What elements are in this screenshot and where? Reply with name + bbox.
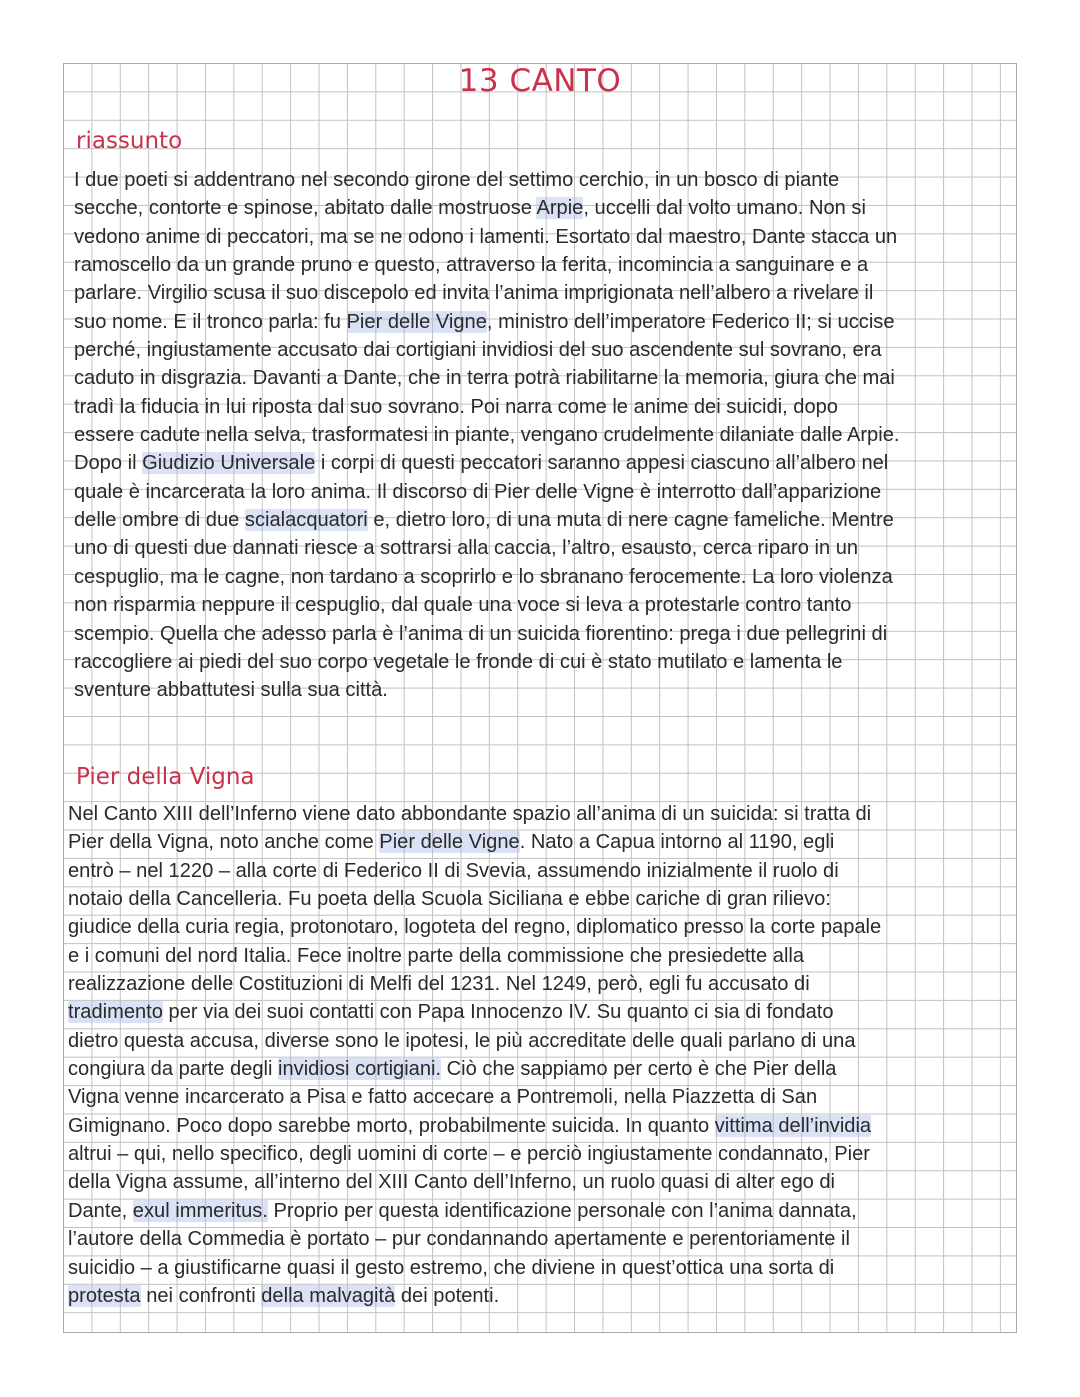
text-segment: Proprio per questa identificazione personale con l’anima dannata,	[267, 1199, 857, 1222]
text-line	[68, 1083, 1016, 1111]
text-line	[68, 1282, 1016, 1310]
text-segment: della Vigna assume, all’interno del XIII Canto dell’Inferno, un ruolo quasi di alter ego di	[68, 1171, 836, 1194]
text-segment: dietro questa accusa, diverse sono le ipotesi, le più accreditate delle quali parlano di una	[68, 1029, 856, 1052]
text-line	[68, 800, 1016, 828]
text-line	[74, 676, 1019, 704]
text-segment: i corpi di questi peccatori saranno appesi ciascuno all’albero nel	[315, 452, 889, 475]
text-segment: scempio. Quella che adesso parla è l’anima di un suicida fiorentino: prega i due pellegrini di	[74, 622, 888, 645]
text-segment: parlare. Virgilio scusa il suo discepolo ed invita l’anima imprigionata nell’albero a rivelare il	[74, 282, 874, 305]
text-line	[68, 885, 1016, 913]
text-segment: uno di questi due dannati riesce a sottrarsi alla caccia, l’altro, esausto, cerca riparo in un	[74, 537, 859, 560]
text-segment: , uccelli dal volto umano. Non si	[583, 197, 866, 220]
text-segment: perché, ingiustamente accusato dai cortigiani invidiosi del suo ascendente sul sovrano, era	[74, 339, 882, 362]
text-line	[74, 620, 1019, 648]
text-segment: caduto in disgrazia. Davanti a Dante, che in terra potrà riabilitarne la memoria, giura che mai	[74, 367, 895, 390]
highlighted-term: vittima dell’invidia	[714, 1114, 872, 1137]
paragraph-pier-della-vigna	[68, 800, 1016, 1310]
text-segment: Nel Canto XIII dell’Inferno viene dato abbondante spazio all’anima di un suicida: si tratta di	[68, 803, 872, 825]
highlighted-term: Pier delle Vigne	[346, 310, 487, 333]
text-line	[74, 506, 1019, 534]
text-line	[68, 1254, 1016, 1282]
text-line	[74, 393, 1019, 421]
text-segment: per via dei suoi contatti con Papa Innocenzo IV. Su quanto ci sia di fondato	[162, 1001, 834, 1024]
text-line	[74, 308, 1019, 336]
text-line	[68, 1055, 1016, 1083]
text-segment: Dante,	[68, 1199, 133, 1222]
text-line	[68, 1140, 1016, 1168]
text-segment: . Nato a Capua intorno al 1190, egli	[519, 831, 835, 854]
text-line	[74, 478, 1019, 506]
text-segment: delle ombre di due	[74, 509, 245, 532]
highlighted-term: Giudizio Universale	[142, 452, 316, 475]
text-line	[68, 1197, 1016, 1225]
text-segment: giudice della curia regia, protonotaro, logoteta del regno, diplomatico presso la corte papale	[68, 916, 882, 939]
text-segment: non risparmia neppure il cespuglio, dal quale una voce si leva a protestarle contro tanto	[74, 594, 852, 617]
text-line	[68, 970, 1016, 998]
section-heading-riassunto: riassunto	[76, 128, 183, 154]
text-segment: altrui – qui, nello specifico, degli uomini di corte – e perciò ingiustamente condannato, Pier	[68, 1143, 870, 1166]
text-line	[68, 913, 1016, 941]
text-line	[68, 1027, 1016, 1055]
text-line	[74, 648, 1019, 676]
text-segment: entrò – nel 1220 – alla corte di Federico II di Svevia, assumendo inizialmente il ruolo di	[68, 859, 839, 882]
text-line	[74, 563, 1019, 591]
highlighted-term: exul immeritus.	[132, 1199, 268, 1222]
text-line	[74, 194, 1019, 222]
text-line	[74, 421, 1019, 449]
text-line	[68, 1168, 1016, 1196]
highlighted-term: invidiosi cortigiani.	[278, 1058, 442, 1081]
text-segment: realizzazione delle Costituzioni di Melfi del 1231. Nel 1249, però, egli fu accusato di	[68, 973, 810, 996]
text-line	[68, 857, 1016, 885]
text-segment: raccogliere ai piedi del suo corpo vegetale le fronde di cui è stato mutilato e lamenta le	[74, 650, 843, 673]
text-line	[74, 336, 1019, 364]
text-line	[74, 251, 1019, 279]
text-line	[68, 828, 1016, 856]
text-segment: dei potenti.	[395, 1284, 500, 1307]
text-segment: congiura da parte degli	[68, 1058, 279, 1081]
text-segment: cespuglio, ma le cagne, non tardano a scoprirlo e lo sbranano ferocemente. La loro violenza	[74, 565, 893, 588]
text-segment: quale è incarcerata la loro anima. Il discorso di Pier delle Vigne è interrotto dall’apparizione	[74, 480, 882, 503]
text-segment: l’autore della Commedia è portato – pur condannando apertamente e perentoriamente il	[68, 1228, 850, 1251]
text-segment: tradì la fiducia in lui riposta dal suo sovrano. Poi narra come le anime dei suicidi, dopo	[74, 395, 838, 418]
text-segment: I due poeti si addentrano nel secondo girone del settimo cerchio, in un bosco di piante	[74, 169, 840, 191]
text-segment: Ciò che sappiamo per certo è che Pier della	[441, 1058, 837, 1081]
text-segment: Pier della Vigna, noto anche come	[68, 831, 380, 854]
text-segment: notaio della Cancelleria. Fu poeta della Scuola Siciliana e ebbe cariche di gran rilievo:	[68, 888, 831, 911]
text-line	[74, 364, 1019, 392]
page-title: 13 CANTO	[458, 63, 622, 99]
text-line	[74, 534, 1019, 562]
text-segment: vedono anime di peccatori, ma se ne odono i lamenti. Esortato dal maestro, Dante stacca un	[74, 225, 898, 248]
text-segment: secche, contorte e spinose, abitato dalle mostruose	[74, 197, 537, 220]
text-segment: suicidio – a giustificarne quasi il gesto estremo, che diviene in quest’ottica una sorta di	[68, 1256, 835, 1279]
highlighted-term: protesta	[68, 1284, 141, 1307]
paragraph-riassunto	[74, 166, 1019, 705]
text-line	[74, 591, 1019, 619]
text-line	[74, 449, 1019, 477]
highlighted-term: della malvagità	[261, 1284, 396, 1307]
text-segment: e i comuni del nord Italia. Fece inoltre parte della commissione che presiedette alla	[68, 944, 805, 967]
text-segment: Dopo il	[74, 452, 143, 475]
text-segment: suo nome. E il tronco parla: fu	[74, 310, 347, 333]
text-segment: e, dietro loro, di una muta di nere cagne fameliche. Mentre	[367, 509, 894, 532]
highlighted-term: Arpie	[536, 197, 584, 220]
text-line	[68, 1112, 1016, 1140]
section-heading-pier-della-vigna: Pier della Vigna	[76, 764, 255, 790]
text-segment: Gimignano. Poco dopo sarebbe morto, probabilmente suicida. In quanto	[68, 1114, 715, 1137]
text-line	[74, 223, 1019, 251]
highlighted-term: tradimento	[68, 1001, 163, 1024]
text-segment: essere cadute nella selva, trasformatesi in piante, vengano crudelmente dilaniate dalle Arpie.	[74, 424, 900, 447]
text-segment: nei confronti	[140, 1284, 262, 1307]
text-line	[68, 998, 1016, 1026]
text-line	[74, 279, 1019, 307]
text-segment: Vigna venne incarcerato a Pisa e fatto accecare a Pontremoli, nella Piazzetta di San	[68, 1086, 818, 1109]
text-segment: sventure abbattutesi sulla sua città.	[74, 679, 388, 702]
text-line	[68, 942, 1016, 970]
text-segment: ramoscello da un grande pruno e questo, attraverso la ferita, incomincia a sanguinare e a	[74, 254, 869, 277]
text-line	[68, 1225, 1016, 1253]
highlighted-term: Pier delle Vigne	[379, 831, 520, 854]
highlighted-term: scialacquatori	[244, 509, 368, 532]
text-line	[74, 166, 1019, 194]
text-segment: , ministro dell’imperatore Federico II; si uccise	[486, 310, 895, 333]
